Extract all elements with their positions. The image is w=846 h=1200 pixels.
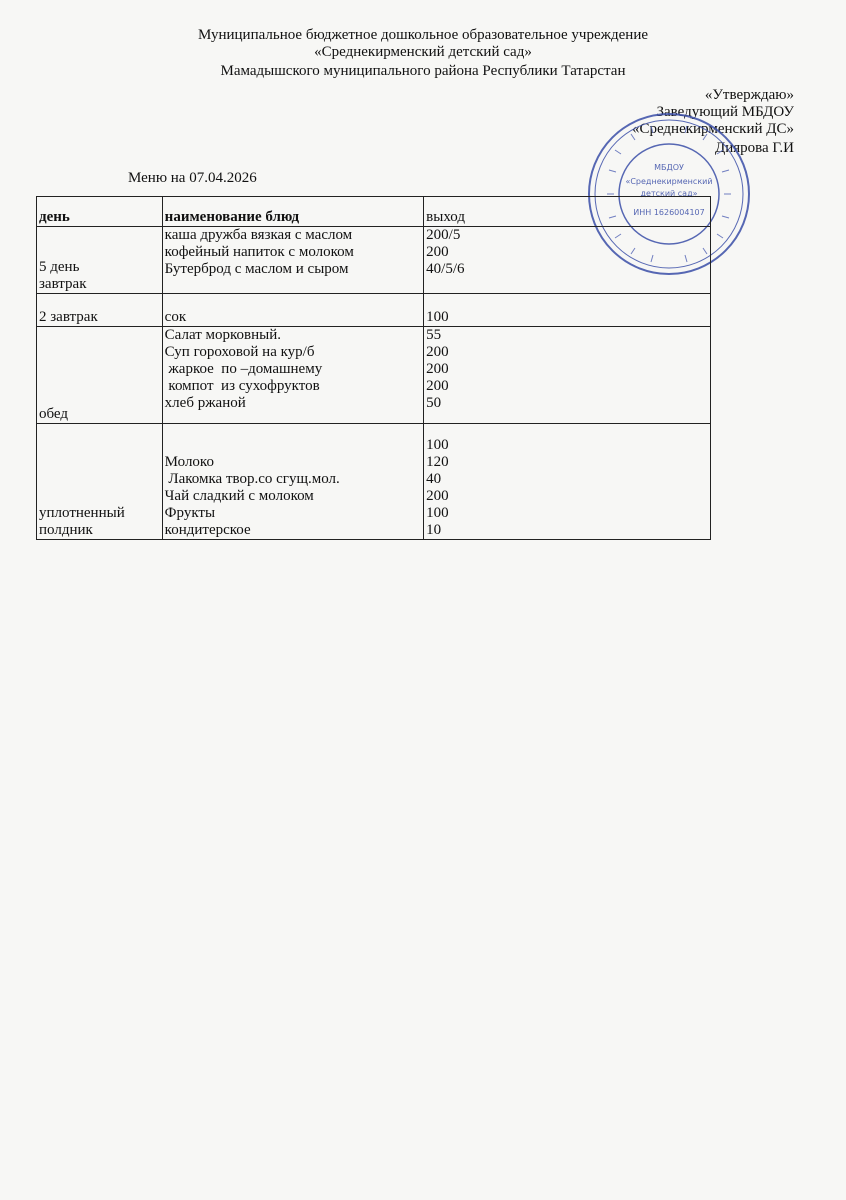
stamp-inn: ИНН 1626004107 — [633, 208, 705, 217]
day-label: 2 завтрак — [39, 309, 98, 325]
approver-org: «Среднекирменский ДС» — [631, 121, 794, 137]
table-header-row — [37, 197, 711, 227]
output-value: 100 — [426, 309, 449, 325]
header-day: день — [37, 197, 163, 227]
dish-item: Лакомка твор.со сгущ.мол. — [164, 471, 340, 487]
org-line-1: Муниципальное бюджетное дошкольное образовательное учреждение — [198, 27, 648, 43]
output-value: 200 — [426, 488, 449, 504]
header-output: выход — [424, 197, 711, 227]
dish-item: Чай сладкий с молоком — [164, 488, 314, 504]
day-label: полдник — [39, 522, 93, 538]
output-value: 200 — [426, 344, 449, 360]
output-value: 40 — [426, 471, 442, 487]
day-label: завтрак — [39, 276, 87, 292]
dish-item: Бутерброд с маслом и сыром — [164, 261, 349, 277]
org-line-3: Мамадышского муниципального района Республики Татарстан — [220, 63, 626, 79]
dish-cell — [162, 424, 423, 540]
day-cell — [37, 294, 163, 327]
output-cell — [424, 227, 711, 294]
output-value: 200 — [426, 378, 449, 394]
org-line-2: «Среднекирменский детский сад» — [314, 44, 532, 60]
output-value: 200 — [426, 361, 449, 377]
output-value: 120 — [426, 454, 449, 470]
menu-table — [36, 196, 711, 540]
approver-signatory: Диярова Г.И — [714, 140, 794, 156]
table-row — [37, 227, 711, 294]
dish-item: компот из сухофруктов — [164, 378, 320, 394]
day-label: уплотненный — [39, 505, 125, 521]
dish-item: жаркое по –домашнему — [164, 361, 323, 377]
dish-item: Молоко — [164, 454, 214, 470]
approve-label: «Утверждаю» — [704, 87, 794, 103]
output-cell — [424, 327, 711, 424]
dish-item: хлеб ржаной — [164, 395, 246, 411]
dish-cell — [162, 227, 423, 294]
dish-item: Фрукты — [164, 505, 216, 521]
table-row — [37, 294, 711, 327]
day-cell — [37, 424, 163, 540]
output-value: 100 — [426, 437, 449, 453]
dish-item: кондитерское — [164, 522, 251, 538]
output-cell — [424, 294, 711, 327]
menu-title: Меню на 07.04.2026 — [128, 170, 257, 186]
header-dish: наименование блюд — [162, 197, 423, 227]
dish-item: Суп гороховой на кур/б — [164, 344, 315, 360]
day-cell — [37, 327, 163, 424]
day-label: обед — [39, 406, 69, 422]
dish-cell — [162, 327, 423, 424]
output-value: 40/5/6 — [426, 261, 465, 277]
output-value: 100 — [426, 505, 449, 521]
table-row — [37, 424, 711, 540]
dish-item: кофейный напиток с молоком — [164, 244, 354, 260]
dish-cell — [162, 294, 423, 327]
stamp-text-1: МБДОУ — [654, 163, 684, 172]
dish-item: Салат морковный. — [164, 327, 282, 343]
approver-position: Заведующий МБДОУ — [656, 104, 794, 120]
output-value: 10 — [426, 522, 442, 538]
stamp-text-3: детский сад» — [640, 189, 698, 198]
output-value: 55 — [426, 327, 442, 343]
output-value: 50 — [426, 395, 442, 411]
stamp-text-2: «Среднекирменский — [625, 177, 713, 186]
output-cell — [424, 424, 711, 540]
dish-item: каша дружба вязкая с маслом — [164, 227, 353, 243]
dish-item: сок — [164, 309, 187, 325]
output-value: 200 — [426, 244, 449, 260]
output-value: 200/5 — [426, 227, 461, 243]
table-row — [37, 327, 711, 424]
day-cell — [37, 227, 163, 294]
day-label: 5 день — [39, 259, 80, 275]
